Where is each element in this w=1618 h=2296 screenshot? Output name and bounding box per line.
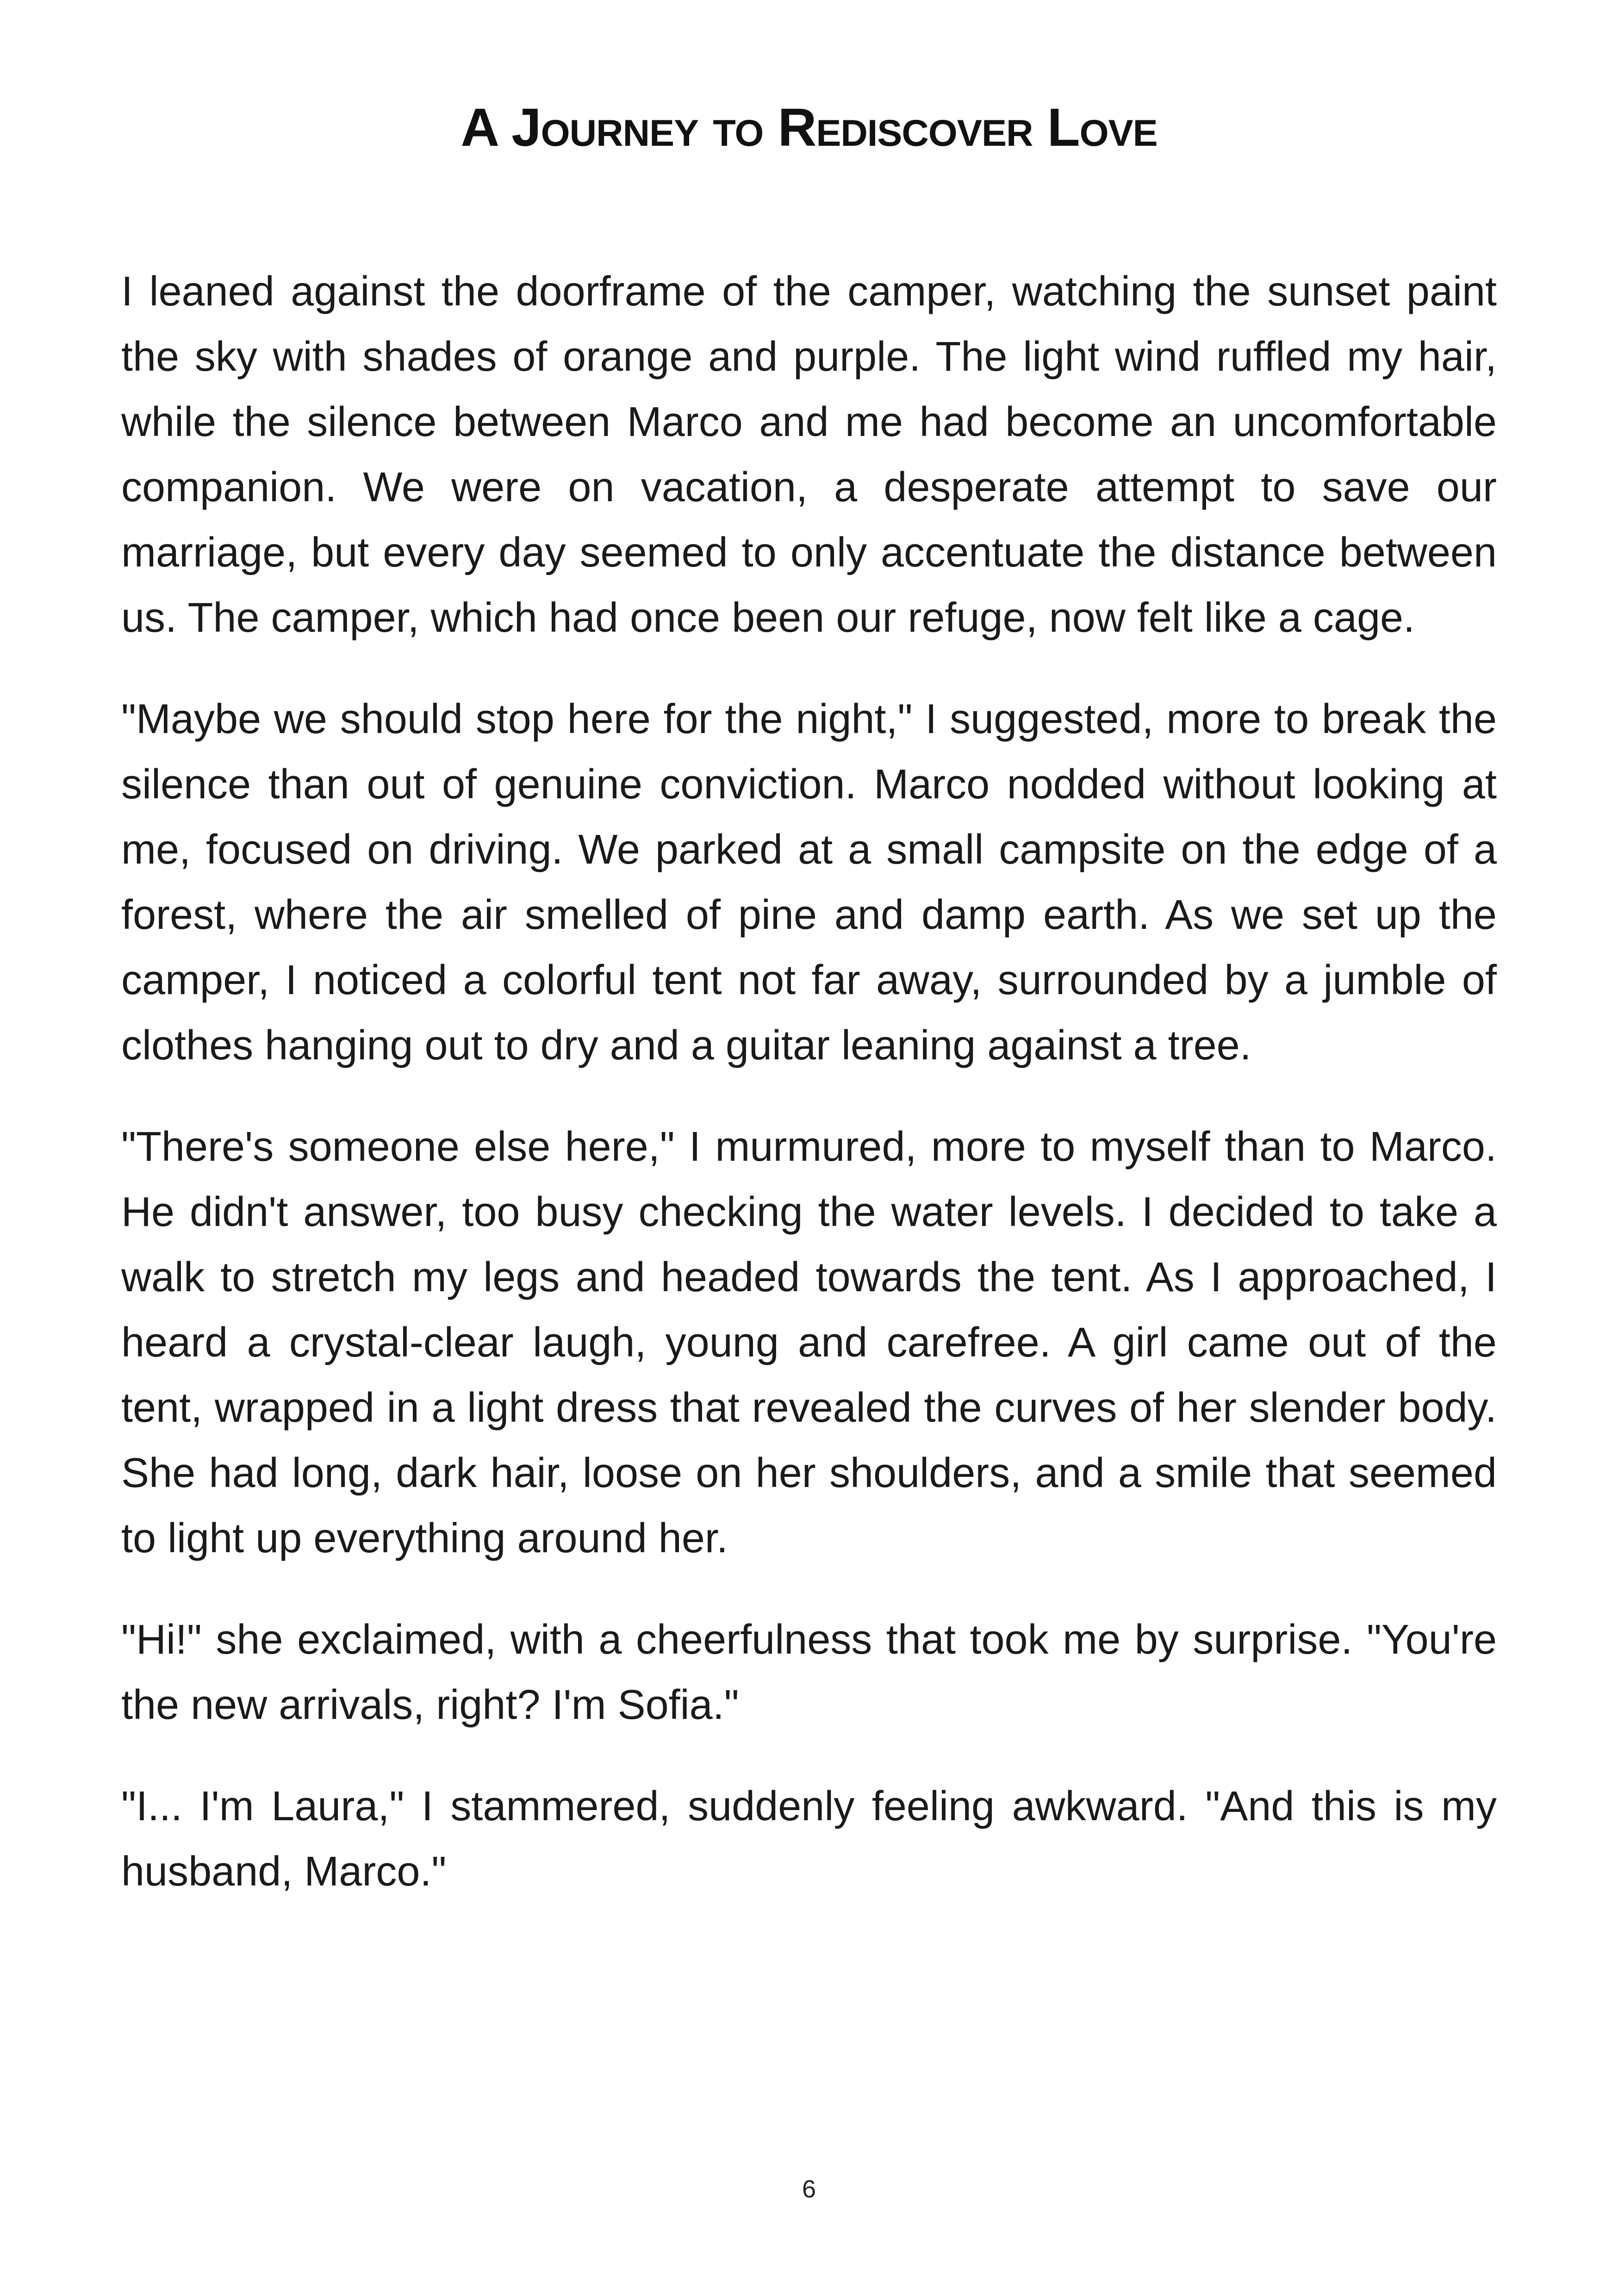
page-number: 6 [802,2175,816,2203]
paragraph: "Hi!" she exclaimed, with a cheerfulness that took me by surprise. "You're the new arrivals, right? I'm Sofia." [121,1617,1497,1728]
chapter-title: A Journey to Rediscover Love [461,97,1157,157]
paragraph: I leaned against the doorframe of the camper, watching the sunset paint the sky with shades of orange and purple. The light wind ruffled my hair, while the silence between Marco and me had become an uncomfortable companion. We were on vacation, a desperate attempt to save our marriage, but every day seemed to only accentuate the distance between us. The camper, which had once been our refuge, now felt like a cage. [121,268,1497,641]
paragraph: "There's someone else here," I murmured, more to myself than to Marco. He didn't answer, too busy checking the water levels. I decided to take a walk to stretch my legs and headed towards the tent. As I approached, I heard a crystal-clear laugh, young and carefree. A girl came out of the tent, wrapped in a light dress that revealed the curves of her slender body. She had long, dark hair, loose on her shoulders, and a smile that seemed to light up everything around her. [121,1124,1497,1562]
paragraph: "I... I'm Laura," I stammered, suddenly feeling awkward. "And this is my husband, Marco." [121,1783,1497,1895]
paragraph: "Maybe we should stop here for the night," I suggested, more to break the silence than out of genuine conviction. Marco nodded without looking at me, focused on driving. We parked at a small campsite on the edge of a forest, where the air smelled of pine and damp earth. As we set up the camper, I noticed a colorful tent not far away, surrounded by a jumble of clothes hanging out to dry and a guitar leaning against a tree. [121,696,1497,1069]
body-text [121,259,1497,1941]
